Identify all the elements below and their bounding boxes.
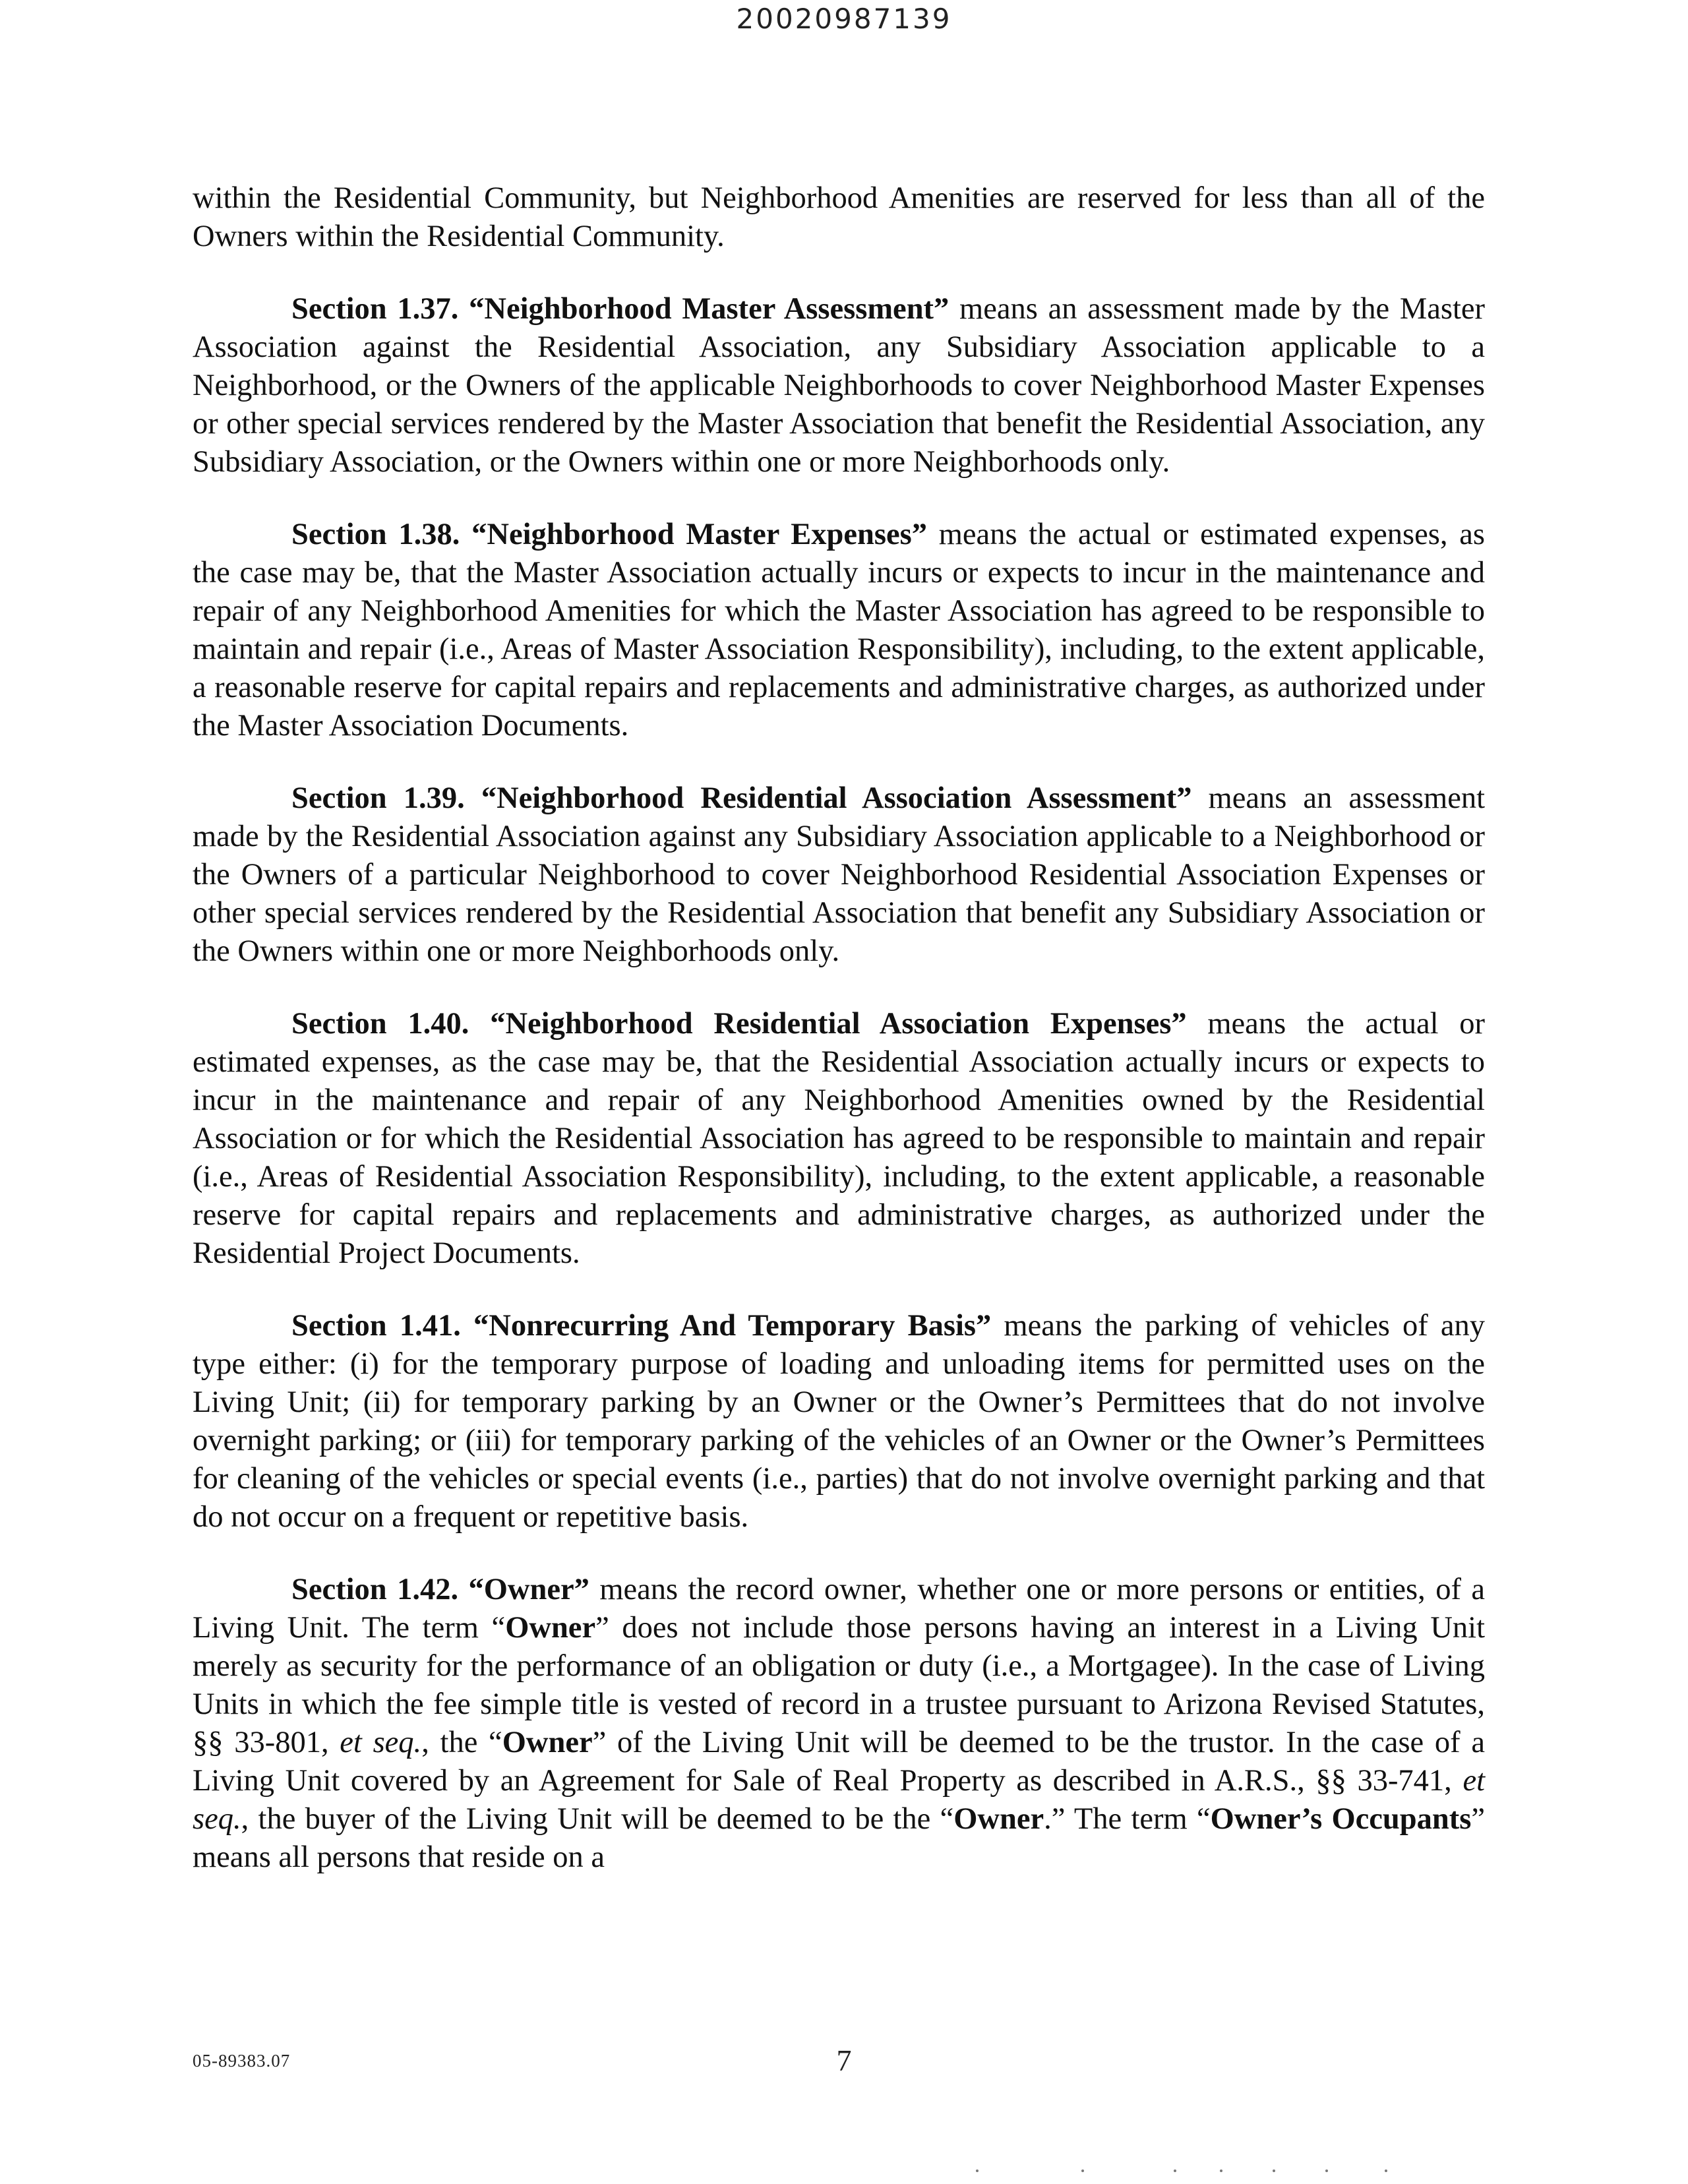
section-1-38	[193, 516, 1485, 745]
definition-text: ” of the Living Unit will be deemed to be the trustor. In the case of a Living Unit covered by an Agreement for Sale of Real Property as described in A.R.S., §§ 33-741,	[193, 1726, 1485, 1798]
section-1-40	[193, 1005, 1485, 1273]
definition-text: .” The term “	[1044, 1802, 1211, 1836]
section-1-42	[193, 1571, 1485, 1877]
scan-dot	[1174, 2169, 1176, 2172]
definition-text: means the record owner, whether one or more persons or entities, of a Living Unit. The term “	[193, 1573, 1485, 1645]
definition-text: means an assessment made by the Residential Association against any Subsidiary Association applicable to a Neighborhood or the Owners of a particular Neighborhood to cover Neighborhood Residential Association Expenses or other special services rendered by the Residential Association that benefit any Subsidiary Association or the Owners within one or more Neighborhoods only.	[193, 781, 1486, 968]
section-label: Section 1.37.	[291, 292, 459, 326]
citation-et-seq: et seq.	[193, 1764, 1485, 1836]
defined-term: “Nonrecurring And Temporary Basis”	[473, 1309, 992, 1343]
definition-text: ” does not include those persons having an interest in a Living Unit merely as security for the performance of an obligation or duty (i.e., a Mortgagee). In the case of Living Units in which the fee simple title is vested of record in a trustee pursuant to Arizona Revised Statutes, §§ 33-801,	[193, 1611, 1485, 1759]
defined-term: “Neighborhood Residential Association Expenses”	[490, 1007, 1187, 1041]
definition-text: means an assessment made by the Master Association against the Residential Association, any Subsidiary Association applicable to a Neighborhood, or the Owners of the applicable Neighborhoods to cover Neighborhood Master Expenses or other special services rendered by the Master Association that benefit the Residential Association, any Subsidiary Association, or the Owners within one or more Neighborhoods only.	[193, 292, 1485, 479]
defined-term: “Neighborhood Master Assessment”	[469, 292, 950, 326]
inline-term-owner: Owner	[502, 1726, 593, 1759]
section-label: Section 1.39.	[291, 781, 465, 815]
definition-text: means the actual or estimated expenses, as the case may be, that the Residential Association actually incurs or expects to incur in the maintenance and repair of any Neighborhood Amenities owned by the Residential Association or for which the Residential Association has agreed to be responsible to maintain and repair (i.e., Areas of Residential Association Responsibility), including, to the extent applicable, a reasonable reserve for capital repairs and replacements and administrative charges, as authorized under the Residential Project Documents.	[193, 1007, 1485, 1270]
section-label: Section 1.41.	[291, 1309, 461, 1343]
definition-text: means the actual or estimated expenses, as the case may be, that the Master Association actually incurs or expects to incur in the maintenance and repair of any Neighborhood Amenities for which the Master Association has agreed to be responsible to maintain and repair (i.e., Areas of Master Association Responsibility), including, to the extent applicable, a reasonable reserve for capital repairs and replacements and administrative charges, as authorized under the Master Association Documents.	[193, 518, 1485, 743]
defined-term: “Owner”	[468, 1573, 589, 1606]
document-number: 20020987139	[736, 3, 952, 35]
section-1-37	[193, 290, 1485, 481]
document-body	[193, 179, 1485, 1911]
definition-text: , the buyer of the Living Unit will be deemed to be the “	[241, 1802, 954, 1836]
section-label: Section 1.40.	[291, 1007, 469, 1041]
scan-dot	[1385, 2169, 1387, 2172]
inline-term-owner: Owner	[953, 1802, 1044, 1836]
scan-dot	[976, 2169, 979, 2172]
scan-dot	[1325, 2169, 1328, 2172]
section-1-39	[193, 779, 1485, 971]
section-label: Section 1.38.	[291, 518, 460, 551]
section-1-41	[193, 1307, 1485, 1536]
footer-document-code: 05-89383.07	[193, 2051, 291, 2071]
scan-dot	[1273, 2169, 1275, 2172]
definition-text: means the parking of vehicles of any type either: (i) for the temporary purpose of loading and unloading items for permitted uses on the Living Unit; (ii) for temporary parking by an Owner or the Owner’s Permittees that do not involve overnight parking; or (iii) for temporary parking of the vehicles of an Owner or the Owner’s Permittees for cleaning of the vehicles or special events (i.e., parties) that do not involve overnight parking and that do not occur on a frequent or repetitive basis.	[193, 1309, 1486, 1534]
scan-dot	[1220, 2169, 1222, 2172]
scan-dot	[1081, 2169, 1084, 2172]
scan-artifact-dots	[976, 2169, 1437, 2175]
defined-term: “Neighborhood Master Expenses”	[471, 518, 927, 551]
definition-text: , the “	[421, 1726, 502, 1759]
inline-term-owner: Owner	[505, 1611, 596, 1645]
definition-text: ” means all persons that reside on a	[193, 1802, 1485, 1874]
section-label: Section 1.42.	[291, 1573, 459, 1606]
defined-term: “Neighborhood Residential Association Assessment”	[481, 781, 1192, 815]
continuation-paragraph: within the Residential Community, but Neighborhood Amenities are reserved for less than all of the Owners within the Residential Community.	[193, 181, 1485, 253]
inline-term-owners-occupants: Owner’s Occupants	[1210, 1802, 1472, 1836]
page-number: 7	[836, 2044, 852, 2077]
citation-et-seq: et seq.	[340, 1726, 422, 1759]
